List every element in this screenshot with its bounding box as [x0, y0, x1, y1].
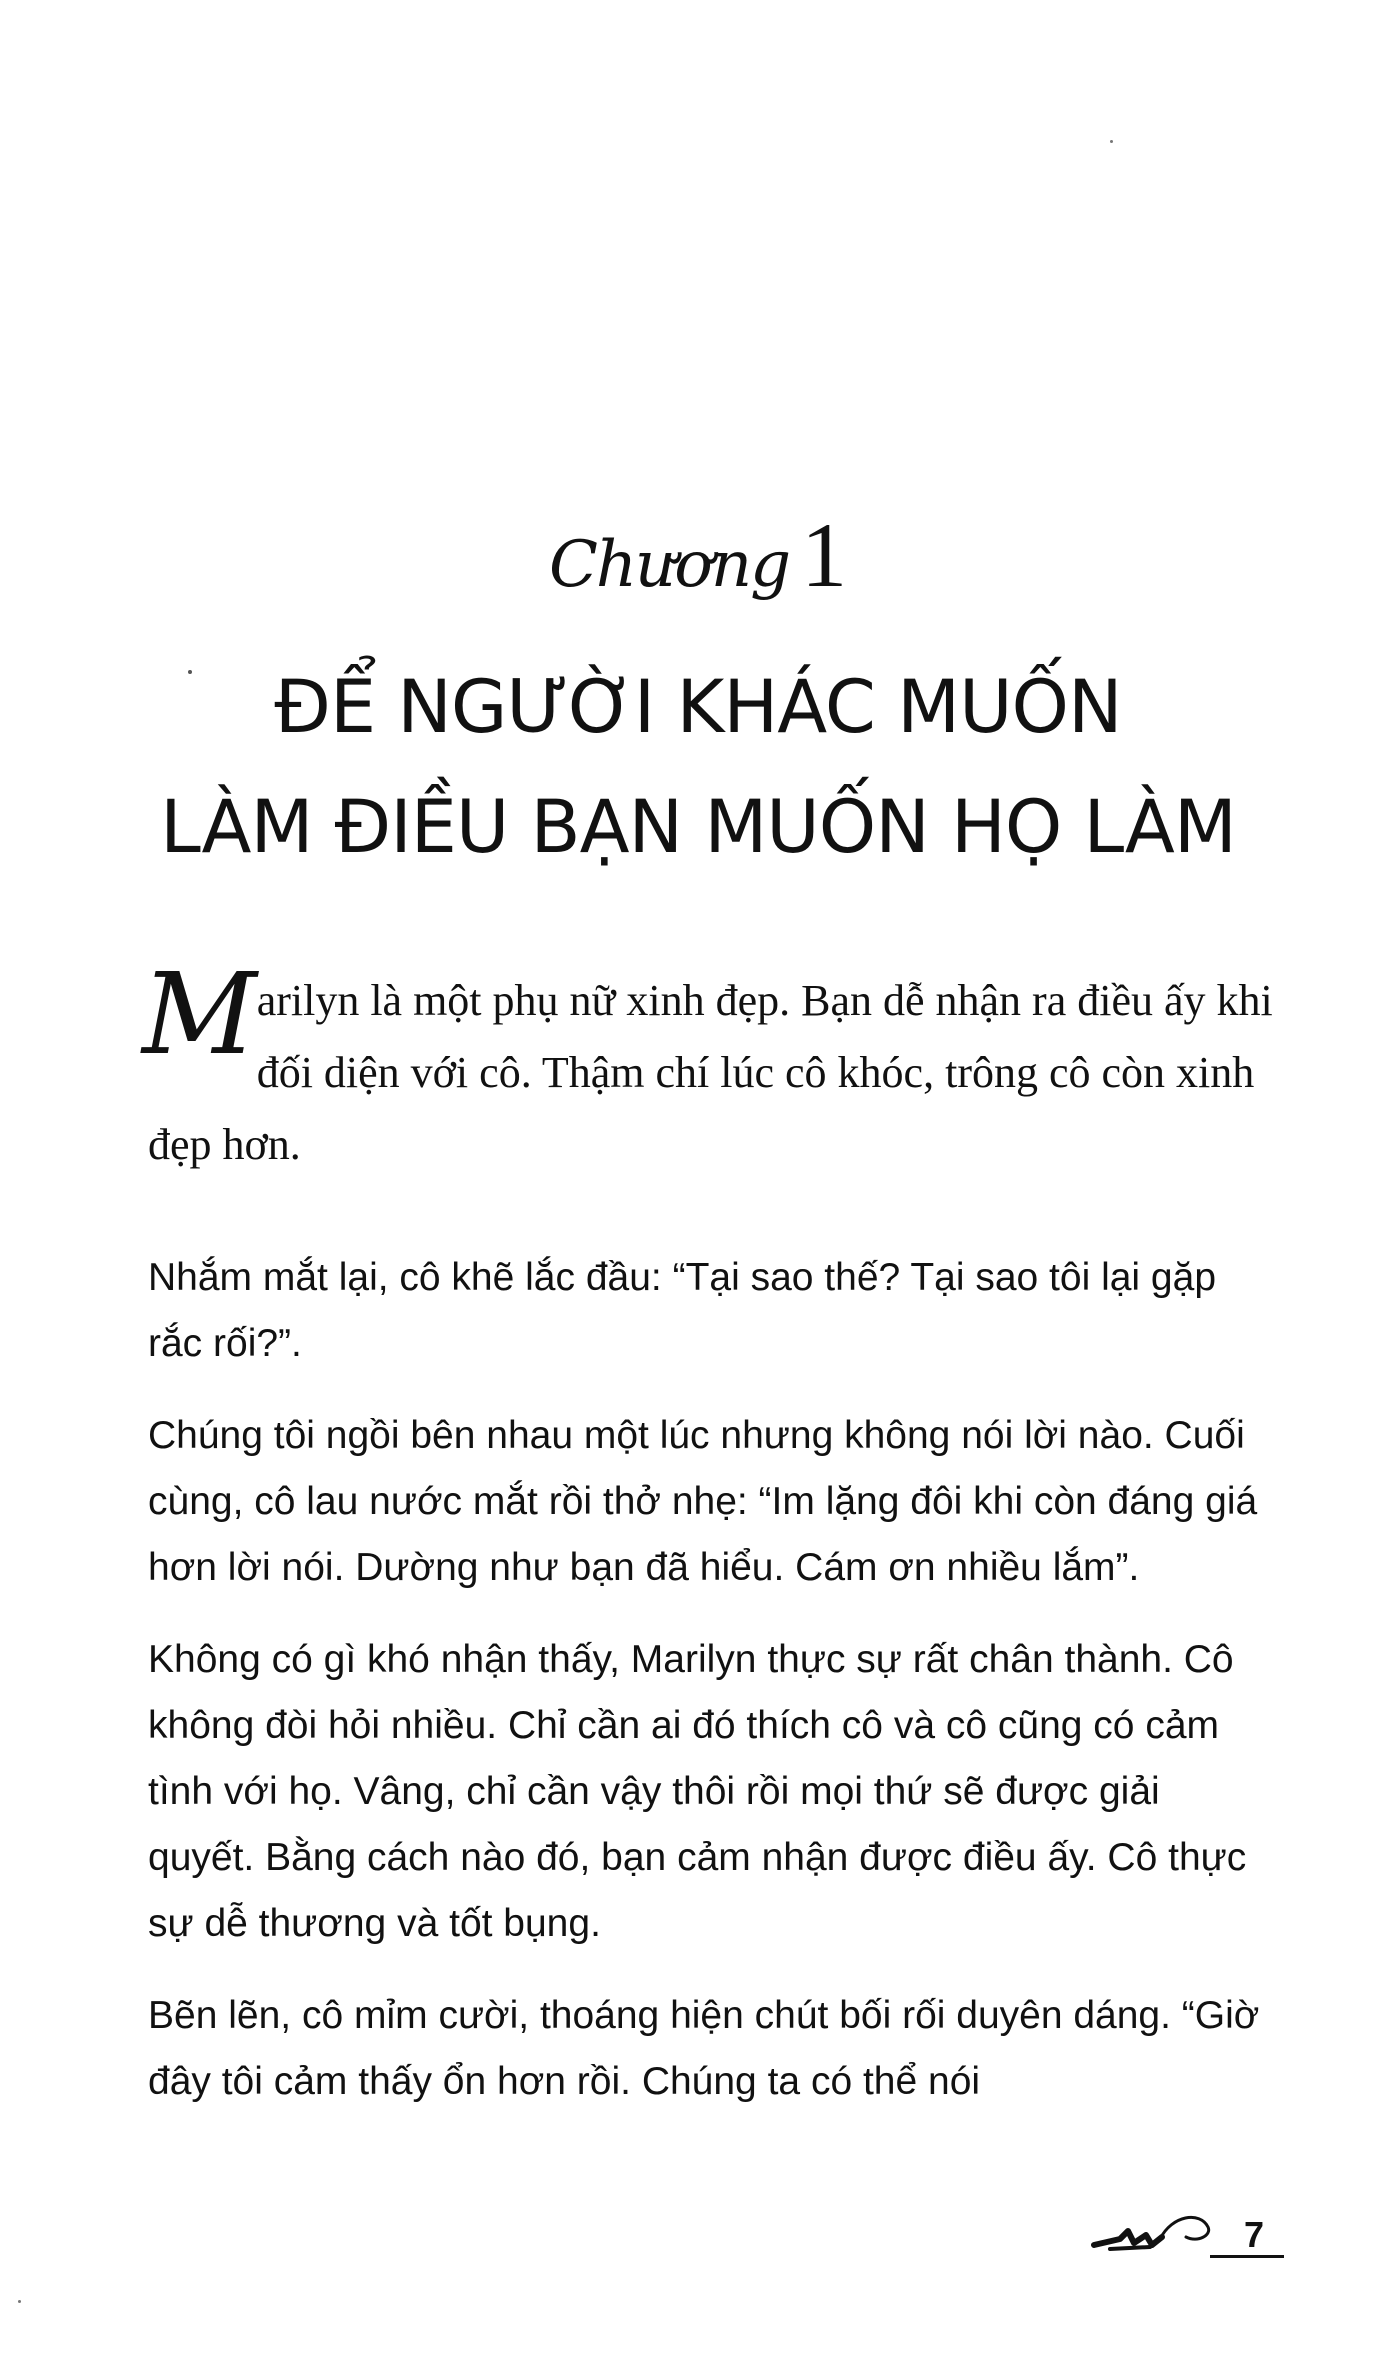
page-footer — [1090, 2205, 1290, 2265]
chapter-word: Chương — [548, 528, 790, 602]
lead-paragraph — [142, 950, 1273, 1181]
page-number: 7 — [1243, 2214, 1264, 2255]
chapter-title-line-2: LÀM ĐIỀU BẠN MUỐN HỌ LÀM — [160, 785, 1236, 870]
page-speck — [1110, 140, 1113, 143]
paragraph: Không có gì khó nhận thấy, Marilyn thực sự rất chân thành. Cô không đòi hỏi nhiều. Chỉ cần ai đó thích cô và cô cũng có cảm tình với họ. Vâng, chỉ cần vậy thôi rồi mọi thứ sẽ được giải quyết. Bằng cách nào đó, bạn cảm nhận được điều ấy. Cô thực sự dễ thương và tốt bụng. — [148, 1638, 1247, 1945]
chapter-label — [0, 500, 1396, 620]
body-text — [148, 1245, 1273, 2141]
chapter-number: 1 — [801, 504, 848, 606]
lead-text: arilyn là một phụ nữ xinh đẹp. Bạn dễ nhận ra điều ấy khi đối diện với cô. Thậm chí lúc cô khóc, trông cô còn xinh đẹp hơn. — [148, 976, 1273, 1169]
drop-cap: M — [142, 950, 251, 1080]
page-speck — [18, 2300, 21, 2303]
chapter-title-line-1: ĐỂ NGƯỜI KHÁC MUỐN — [274, 665, 1122, 750]
paragraph: Bẽn lẽn, cô mỉm cười, thoáng hiện chút bối rối duyên dáng. “Giờ đây tôi cảm thấy ổn hơn rồi. Chúng ta có thể nói — [148, 1994, 1260, 2103]
chapter-title — [0, 648, 1396, 888]
paragraph: Nhắm mắt lại, cô khẽ lắc đầu: “Tại sao thế? Tại sao tôi lại gặp rắc rối?”. — [148, 1256, 1217, 1365]
paragraph: Chúng tôi ngồi bên nhau một lúc nhưng không nói lời nào. Cuối cùng, cô lau nước mắt rồi thở nhẹ: “Im lặng đôi khi còn đáng giá hơn lời nói. Dường như bạn đã hiểu. Cám ơn nhiều lắm”. — [148, 1414, 1258, 1589]
footer-rule — [1210, 2255, 1284, 2258]
